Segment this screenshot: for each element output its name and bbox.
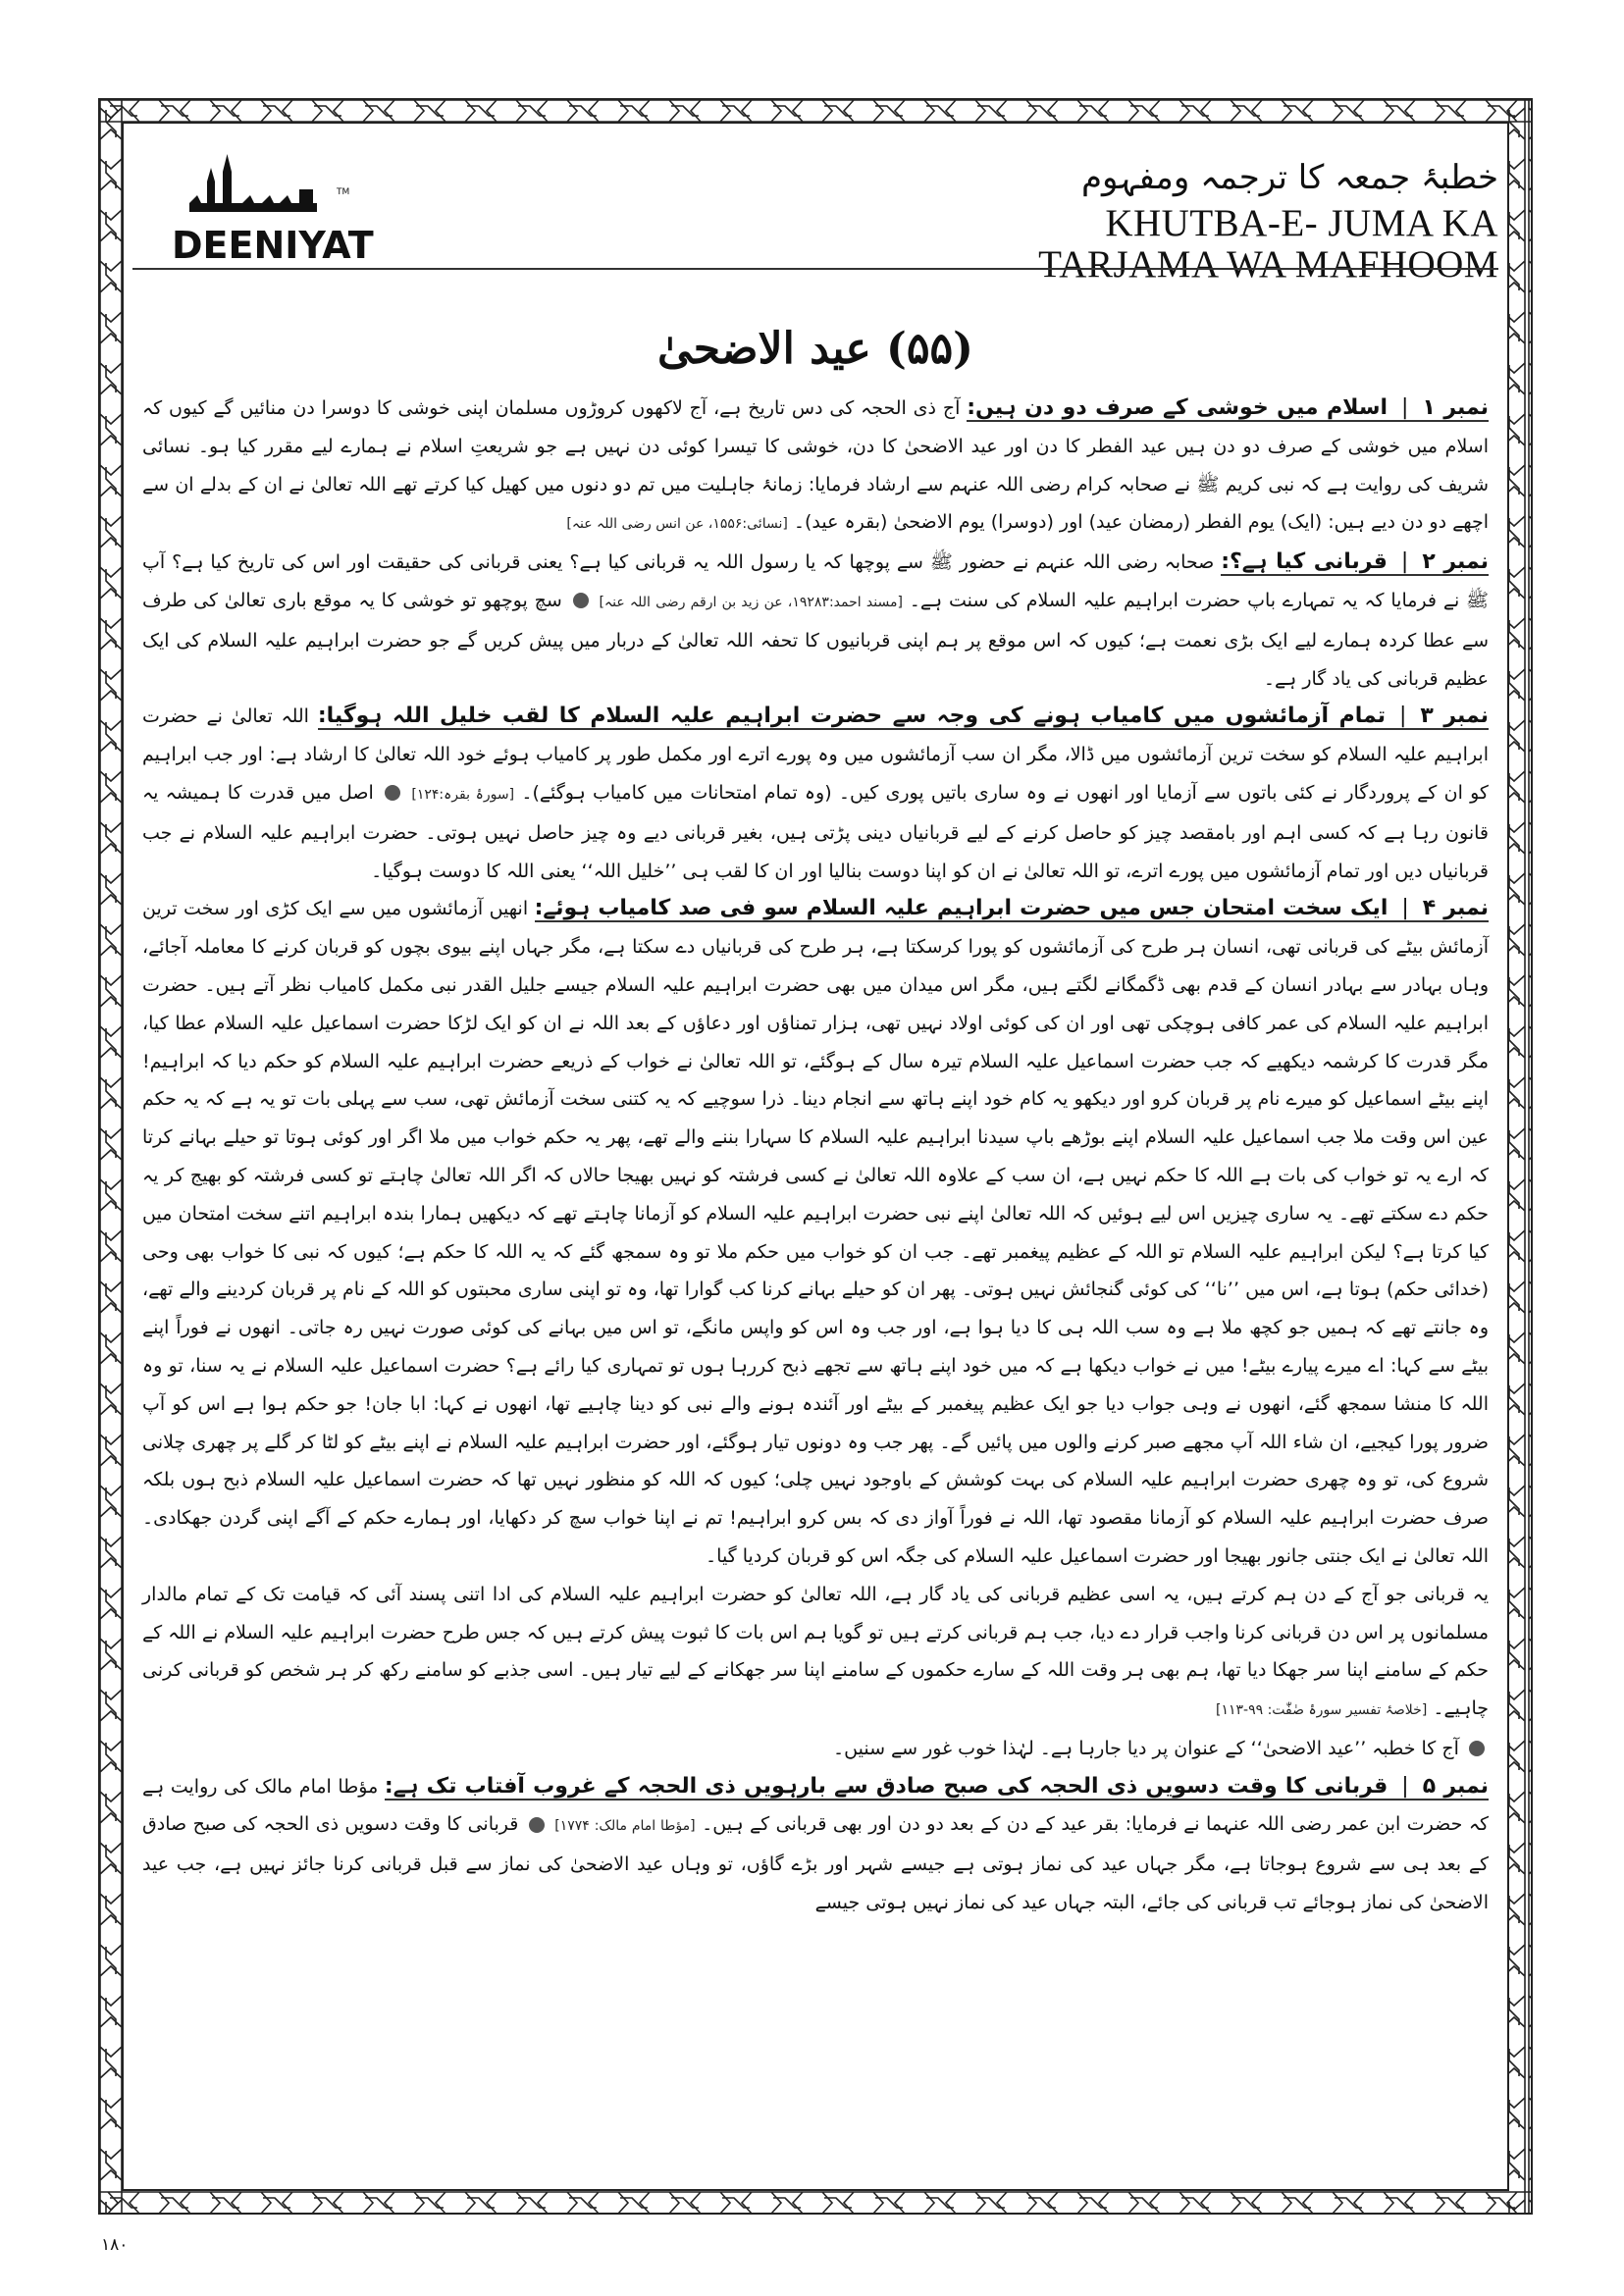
series-title-en-line1: KHUTBA-E- JUMA KA bbox=[1105, 202, 1498, 244]
section-4-bullet bbox=[142, 1730, 1489, 1768]
section-text: صحابہ رضی اللہ عنہم نے حضور ﷺ سے پوچھا کہ یا رسول اللہ یہ قربانی کیا ہے؟ یعنی قربانی کی حقیقت اور اس کی تاریخ کیا ہے؟ آپ ﷺ نے فرمایا کہ یہ تمہارے باپ حضرت ابراہیم علیہ السلام کی سنت ہے۔ bbox=[142, 551, 1490, 611]
bullet-icon bbox=[573, 593, 589, 608]
section-4 bbox=[142, 890, 1489, 1575]
section-text: اللہ تعالیٰ نے حضرت ابراہیم علیہ السلام کو سخت ترین آزمائشوں میں ڈالا، مگر ان سب آزمائشوں میں وہ پورے اترے اور مکمل طور پر کامیاب ہوئے خود اللہ تعالیٰ کا ارشاد ہے: اور جب ابراہیم کو ان کے پروردگار نے کئی باتوں سے آزمایا اور انھوں نے وہ ساری باتیں پوری کیں۔ (وہ تمام امتحانات میں کامیاب ہوگئے)۔ bbox=[142, 705, 1489, 804]
trademark: TM bbox=[337, 187, 350, 197]
section-text: مؤطا امام مالک کی روایت ہے کہ حضرت ابن عمر رضی اللہ عنہما نے فرمایا: بقر عید کے دن کے بعد دو دن اور بھی قربانی کے ہیں۔ bbox=[142, 1775, 1489, 1836]
series-title bbox=[949, 152, 1498, 286]
section-heading: نمبر ۴|ایک سخت امتحان جس میں حضرت ابراہیم علیہ السلام سو فی صد کامیاب ہوئے: bbox=[534, 896, 1489, 921]
page-number: ۱۸۰ bbox=[101, 2235, 129, 2255]
bullet-text: قربانی کا وقت دسویں ذی الحجہ کی صبح صادق کے بعد ہی سے شروع ہوجاتا ہے، مگر جہاں عید کی نماز ہوتی ہے جیسے شہر اور بڑے گاؤں، تو وہاں عید الاضحیٰ کی نماز سے قبل قربانی کرنا جائز نہیں ہے، جب عید الاضحیٰ کی نماز ہوجائے تب قربانی کی جائے، البتہ جہاں عید کی نماز نہیں ہوتی جیسے bbox=[142, 1813, 1489, 1914]
section-3 bbox=[142, 698, 1489, 890]
mosque-minaret-icon bbox=[172, 150, 339, 221]
section-heading: نمبر ۱|اسلام میں خوشی کے صرف دو دن ہیں: bbox=[967, 395, 1490, 420]
section-4-para-2 bbox=[142, 1576, 1489, 1730]
citation: [نسائی:۱۵۵۶، عن انس رضی اللہ عنہ] bbox=[566, 516, 788, 533]
header-divider bbox=[132, 268, 1498, 270]
lesson-title: (۵۵) عید الاضحیٰ bbox=[657, 324, 973, 374]
section-5 bbox=[142, 1768, 1489, 1922]
section-text: آج ذی الحجہ کی دس تاریخ ہے، آج لاکھوں کروڑوں مسلمان اپنی خوشی کا دوسرا دن منائیں گے کیوں کہ اسلام میں خوشی کے صرف دو دن ہیں عید الفطر کا دن اور عید الاضحیٰ کا دن، خوشی کا تیسرا کوئی دن نہیں ہے جو شریعتِ اسلام نے ہمارے لیے مقرر کیا ہو۔ نسائی شریف کی روایت ہے کہ نبی کریم ﷺ نے صحابہ کرام رضی اللہ عنہم سے ارشاد فرمایا: زمانۂ جاہلیت میں تم دو دنوں میں کھیل کیا کرتے تھے اللہ تعالیٰ نے ان کے بدلے ان سے اچھے دو دن دیے ہیں: (ایک) یوم الفطر (رمضان عید) اور (دوسرا) یوم الاضحیٰ (بقرہ عید)۔ bbox=[142, 397, 1489, 534]
section-heading: نمبر ۳|تمام آزمائشوں میں کامیاب ہونے کی وجہ سے حضرت ابراہیم علیہ السلام کا لقب خلیل اللہ ہوگیا: bbox=[317, 704, 1490, 729]
bullet-text: آج کا خطبہ ’’عید الاضحیٰ‘‘ کے عنوان پر دیا جارہا ہے۔ لہٰذا خوب غور سے سنیں۔ bbox=[833, 1737, 1459, 1759]
series-title-urdu: خطبۂ جمعہ کا ترجمہ ومفہوم bbox=[1080, 158, 1498, 197]
series-title-en-line2: TARJAMA WA MAFHOOM bbox=[1038, 243, 1498, 286]
bullet-icon bbox=[385, 785, 400, 801]
bullet-text: سچ پوچھو تو خوشی کا یہ موقع باری تعالیٰ کی طرف سے عطا کردہ ہمارے لیے ایک بڑی نعمت ہے؛ کیوں کہ اس موقع پر ہم اپنی قربانیوں کا تحفہ اللہ تعالیٰ کے دربار میں پیش کریں گے جو حضرت ابراہیم علیہ السلام کی ایک عظیم قربانی کی یاد گار ہے۔ bbox=[142, 589, 1489, 690]
citation: [مسند احمد:۱۹۲۸۳، عن زید بن ارقم رضی اللہ عنہ] bbox=[599, 594, 903, 610]
section-heading: نمبر ۲|قربانی کیا ہے؟: bbox=[1221, 549, 1489, 575]
section-heading: نمبر ۵|قربانی کا وقت دسویں ذی الحجہ کی صبح صادق سے بارہویں ذی الحجہ کے غروب آفتاب تک ہے: bbox=[384, 1773, 1490, 1799]
bullet-text: اصل میں قدرت کا ہمیشہ یہ قانون رہا ہے کہ کسی اہم اور بامقصد چیز کو حاصل کرنے کے لیے قربانیاں دینی پڑتی ہیں، بغیر قربانی دیے وہ چیز حاصل نہیں ہوتی۔ حضرت ابراہیم علیہ السلام نے جب قربانیاں دیں اور تمام آزمائشوں میں پورے اترے، تو اللہ تعالیٰ نے ان کو اپنا دوست بنالیا اور ان کا لقب ہی ’’خلیل اللہ‘‘ یعنی اللہ کا دوست ہوگیا۔ bbox=[142, 781, 1489, 882]
logo-wordmark: DEENIYAT bbox=[172, 224, 374, 267]
citation: [سورۂ بقرہ:۱۲۴] bbox=[411, 786, 515, 803]
section-text: یہ قربانی جو آج کے دن ہم کرتے ہیں، یہ اسی عظیم قربانی کی یاد گار ہے، اللہ تعالیٰ کو حضرت ابراہیم علیہ السلام کی ادا اتنی پسند آئی کہ قیامت تک کے تمام مالدار مسلمانوں پر اس دن قربانی کرنا واجب قرار دے دیا، جب ہم قربانی کرتے ہیں تو گویا ہم اس بات کا ثبوت پیش کرتے ہیں کہ جس طرح حضرت ابراہیم علیہ السلام نے اللہ کے حکم کے سامنے اپنا سر جھکا دیا تھا، ہم بھی ہر وقت اللہ کے سارے حکموں کے سامنے اپنا سر جھکانے کے لیے تیار ہیں۔ اسی جذبے کو سامنے رکھ کر ہر شخص کو قربانی کرنی چاہیے۔ bbox=[142, 1583, 1489, 1720]
citation: [خلاصۂ تفسیر سورۂ صٰفّٰت: ۹۹-۱۱۳] bbox=[1216, 1702, 1428, 1719]
page-content bbox=[132, 132, 1498, 2178]
deeniyat-logo bbox=[172, 150, 374, 268]
section-1 bbox=[142, 390, 1489, 544]
sermon-body bbox=[142, 390, 1489, 1922]
section-text: انھیں آزمائشوں میں سے ایک کڑی اور سخت ترین آزمائش بیٹے کی قربانی تھی، انسان ہر طرح کی آزمائشوں کو پورا کرسکتا ہے، ہر طرح کی قربانیاں دے سکتا ہے، مگر جہاں اپنے بیوی بچوں کو قربان کرنے کا معاملہ آجائے، وہاں بہادر سے بہادر انسان کے قدم بھی ڈگمگانے لگتے ہیں، مگر اس میدان میں بھی حضرت ابراہیم علیہ السلام جیسے جلیل القدر نبی مکمل کامیاب نظر آتے ہیں۔ حضرت ابراہیم علیہ السلام کی عمر کافی ہوچکی تھی اور ان کی کوئی اولاد نہیں تھی، ہزار تمناؤں اور دعاؤں کے بعد اللہ نے ان کو ایک لڑکا حضرت اسماعیل علیہ السلام عطا کیا، مگر قدرت کا کرشمہ دیکھیے کہ جب حضرت اسماعیل علیہ السلام تیرہ سال کے ہوگئے، تو اللہ تعالیٰ نے خواب کے ذریعے حضرت ابراہیم علیہ السلام کو حکم دیا کہ ابراہیم! اپنے بیٹے اسماعیل کو میرے نام پر قربان کرو اور دیکھو یہ کام خود اپنے ہاتھ سے انجام دینا۔ ذرا سوچیے کہ یہ کتنی سخت آزمائش تھی، سب سے پہلی بات تو یہ ہے کہ یہ حکم عین اس وقت ملا جب اسماعیل علیہ السلام اپنے بوڑھے باپ سیدنا ابراہیم علیہ السلام کا سہارا بننے والے تھے، پھر یہ حکم خواب میں ملا اگر اور کوئی ہوتا تو حیلے بہانے کرتا کہ ارے یہ تو خواب کی بات ہے اللہ کا حکم نہیں ہے، ان سب کے علاوہ اللہ تعالیٰ نے کسی فرشتہ کو نہیں بھیجا حالاں کہ اگر اللہ تعالیٰ چاہتے تو کسی فرشتہ کو بھیج کر یہ حکم دے سکتے تھے۔ یہ ساری چیزیں اس لیے ہوئیں کہ اللہ تعالیٰ اپنے نبی حضرت ابراہیم علیہ السلام کو آزمانا چاہتے تھے کہ دیکھیں ہمارا بندہ ابراہیم اتنے سخت امتحان میں کیا کرتا ہے؟ لیکن ابراہیم علیہ السلام تو اللہ کے عظیم پیغمبر تھے۔ جب ان کو خواب میں حکم ملا تو وہ سمجھ گئے کہ یہ اللہ کا حکم ہے؛ کیوں کہ نبی کا خواب بھی وحی (خدائی حکم) ہوتا ہے، اس میں ’’نا‘‘ کی کوئی گنجائش نہیں ہوتی۔ پھر ان کو حیلے بہانے کرنا کب گوارا تھا، وہ تو اپنی ساری محبتوں کو اللہ کے نام پر قربان کردینے والے تھے، وہ جانتے تھے کہ ہمیں جو کچھ ملا ہے وہ سب اللہ ہی کا دیا ہوا ہے، اور جب وہ اس کو واپس مانگے، تو اس میں بہانے کی کوئی صورت نہیں رہ جاتی۔ انھوں نے فوراً اپنے بیٹے سے کہا: اے میرے پیارے بیٹے! میں نے خواب دیکھا ہے کہ میں خود اپنے ہاتھ سے تجھے ذبح کررہا ہوں تو تمہاری کیا رائے ہے؟ حضرت اسماعیل علیہ السلام نے یہ سنا، تو وہ اللہ کا منشا سمجھ گئے، انھوں نے وہی جواب دیا جو ایک عظیم پیغمبر کے بیٹے اور آئندہ ہونے والے نبی کو دینا چاہیے تھا، انھوں نے کہا: ابا جان! جو حکم ہوا ہے اس کو آپ ضرور پورا کیجیے، ان شاء اللہ آپ مجھے صبر کرنے والوں میں پائیں گے۔ پھر جب وہ دونوں تیار ہوگئے، اور حضرت ابراہیم علیہ السلام نے اپنے بیٹے کو لٹا کر گلے پر چھری چلانی شروع کی، تو وہ چھری حضرت ابراہیم علیہ السلام کی بہت کوشش کے باوجود نہیں چلی؛ کیوں کہ اللہ کو منظور نہیں تھا کہ حضرت اسماعیل علیہ السلام ذبح ہوں بلکہ صرف حضرت ابراہیم علیہ السلام کو آزمانا مقصود تھا، اللہ نے فوراً آواز دی کہ بس کرو ابراہیم! تم نے اپنا خواب سچ کر دکھایا، اور ہمارے حکم کے آگے اپنی گردن جھکادی۔ اللہ تعالیٰ نے ایک جنتی جانور بھیجا اور حضرت اسماعیل علیہ السلام کی جگہ اس کو قربان کردیا گیا۔ bbox=[142, 898, 1489, 1567]
section-2 bbox=[142, 544, 1489, 698]
bullet-icon bbox=[1469, 1741, 1485, 1756]
bullet-icon bbox=[529, 1817, 545, 1833]
citation: [مؤطا امام مالک: ۱۷۷۴] bbox=[554, 1818, 696, 1835]
